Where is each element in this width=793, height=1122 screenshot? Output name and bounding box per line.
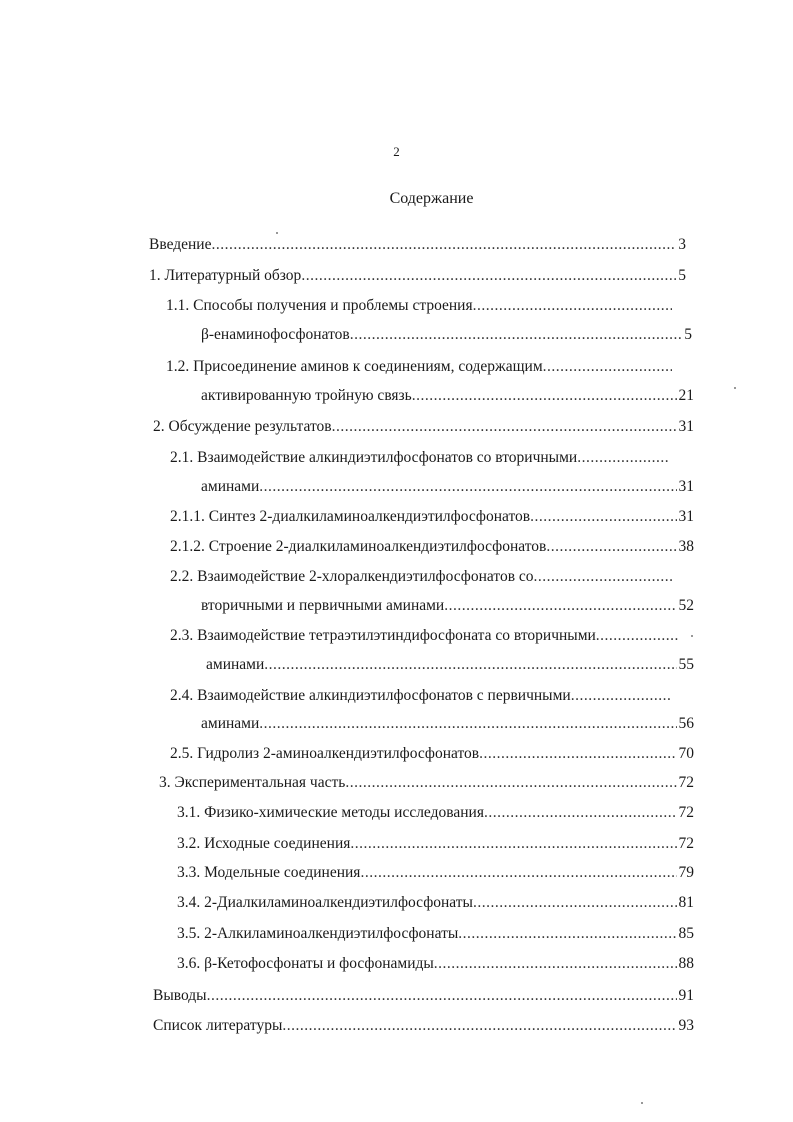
toc-entry (170, 686, 672, 706)
toc-entry (170, 567, 674, 587)
toc-entry (177, 863, 694, 883)
scan-speck (276, 232, 278, 234)
toc-entry-text: 3.6. β-Кетофосфонаты и фосфонамиды (177, 955, 434, 972)
toc-entry-text: 2.2. Взаимодействие 2-хлоралкендиэтилфосфонатов со (170, 568, 534, 585)
toc-entry (201, 325, 692, 345)
toc-entry (170, 537, 694, 557)
toc-entry-text: аминами (201, 715, 260, 732)
toc-entry (206, 655, 694, 675)
toc-entry-page: 56 (678, 715, 694, 732)
toc-entry-text: 3.3. Модельные соединения (177, 864, 361, 881)
toc-entry-text: 3. Экспериментальная часть (159, 774, 346, 791)
toc-entry-page: 3 (678, 236, 686, 253)
toc-entry (177, 803, 694, 823)
toc-entry-text: 2.4. Взаимодействие алкиндиэтилфосфонатов с первичными (170, 687, 571, 704)
toc-entry-page: 72 (678, 804, 694, 821)
toc-entry (201, 596, 694, 616)
toc-entry-page: 72 (678, 774, 694, 791)
toc-entry-text: Введение (149, 236, 212, 253)
toc-entry-page: 31 (678, 508, 694, 525)
scan-speck (641, 1102, 643, 1104)
toc-entry-text: 1.1. Способы получения и проблемы строения (166, 297, 473, 314)
toc-entry-text: 2.3. Взаимодействие тетраэтилэтиндифосфоната со вторичными (170, 627, 596, 644)
toc-entry (201, 714, 694, 734)
toc-entry-page: 85 (678, 925, 694, 942)
toc-entry-page: 5 (684, 326, 692, 343)
toc-entry-text: 2.5. Гидролиз 2-аминоалкендиэтилфосфонатов (170, 745, 480, 762)
toc-entry (166, 296, 674, 316)
page-title: Содержание (389, 190, 474, 207)
toc-entry (166, 357, 674, 377)
toc-entry-page: 55 (678, 656, 694, 673)
toc-entry-text: 1.2. Присоединение аминов к соединениям, содержащим (166, 358, 543, 375)
toc-entry-text: 3.1. Физико-химические методы исследования (177, 804, 484, 821)
toc-entry-text: β-енаминофосфонатов (201, 326, 350, 343)
toc-entry-page: 72 (678, 835, 694, 852)
toc-entry (170, 626, 680, 646)
toc-entry-page: 5 (678, 267, 686, 284)
toc-entry-page: 52 (678, 597, 694, 614)
toc-entry-text: аминами (206, 656, 265, 673)
toc-entry (159, 773, 694, 793)
toc-entry-text: 2.1.1. Синтез 2-диалкиламиноалкендиэтилфосфонатов (170, 508, 531, 525)
toc-entry (201, 386, 694, 406)
toc-entry (153, 986, 694, 1006)
toc-entry-page: 79 (678, 864, 694, 881)
toc-entry (170, 507, 694, 527)
scan-speck (734, 387, 736, 389)
toc-entry-page: 93 (678, 1017, 694, 1034)
toc-entry-text: Выводы (153, 987, 207, 1004)
toc-entry-page: 31 (678, 478, 694, 495)
toc-entry (153, 1016, 694, 1036)
toc-entry-text: Список литературы (153, 1017, 283, 1034)
toc-entry-text: 3.4. 2-Диалкиламиноалкендиэтилфосфонаты (177, 894, 473, 911)
toc-entry-text: 2. Обсуждение результатов (153, 418, 332, 435)
toc-entry (177, 924, 694, 944)
toc-entry-page: 81 (678, 894, 694, 911)
toc-entry (177, 954, 694, 974)
page-number: 2 (393, 144, 400, 159)
toc-entry-text: аминами (201, 478, 260, 495)
toc-entry-page: 21 (678, 387, 694, 404)
toc-entry-page: 70 (678, 745, 694, 762)
toc-entry-page: 91 (678, 987, 694, 1004)
toc-entry-page: 88 (678, 955, 694, 972)
toc-entry-page: 31 (678, 418, 694, 435)
toc-entry (177, 834, 694, 854)
toc-entry-text: 1. Литературный обзор (149, 267, 302, 284)
toc-entry (201, 477, 694, 497)
toc-entry (149, 235, 686, 255)
toc-entry-text: 2.1.2. Строение 2-диалкиламиноалкендиэтилфосфонатов (170, 538, 547, 555)
toc-entry (153, 417, 694, 437)
scan-speck (691, 635, 693, 637)
toc-entry (170, 448, 672, 468)
toc-entry (177, 893, 694, 913)
toc-entry-text: 3.2. Исходные соединения (177, 835, 351, 852)
toc-entry-text: активированную тройную связь (201, 387, 412, 404)
toc-entry-page: 38 (678, 538, 694, 555)
toc-entry-text: 2.1. Взаимодействие алкиндиэтилфосфонатов со вторичными (170, 449, 578, 466)
toc-entry-text: 3.5. 2-Алкиламиноалкендиэтилфосфонаты (177, 925, 459, 942)
toc-entry (149, 266, 686, 286)
toc-entry-text: вторичными и первичными аминами (201, 597, 445, 614)
toc-entry (170, 744, 694, 764)
